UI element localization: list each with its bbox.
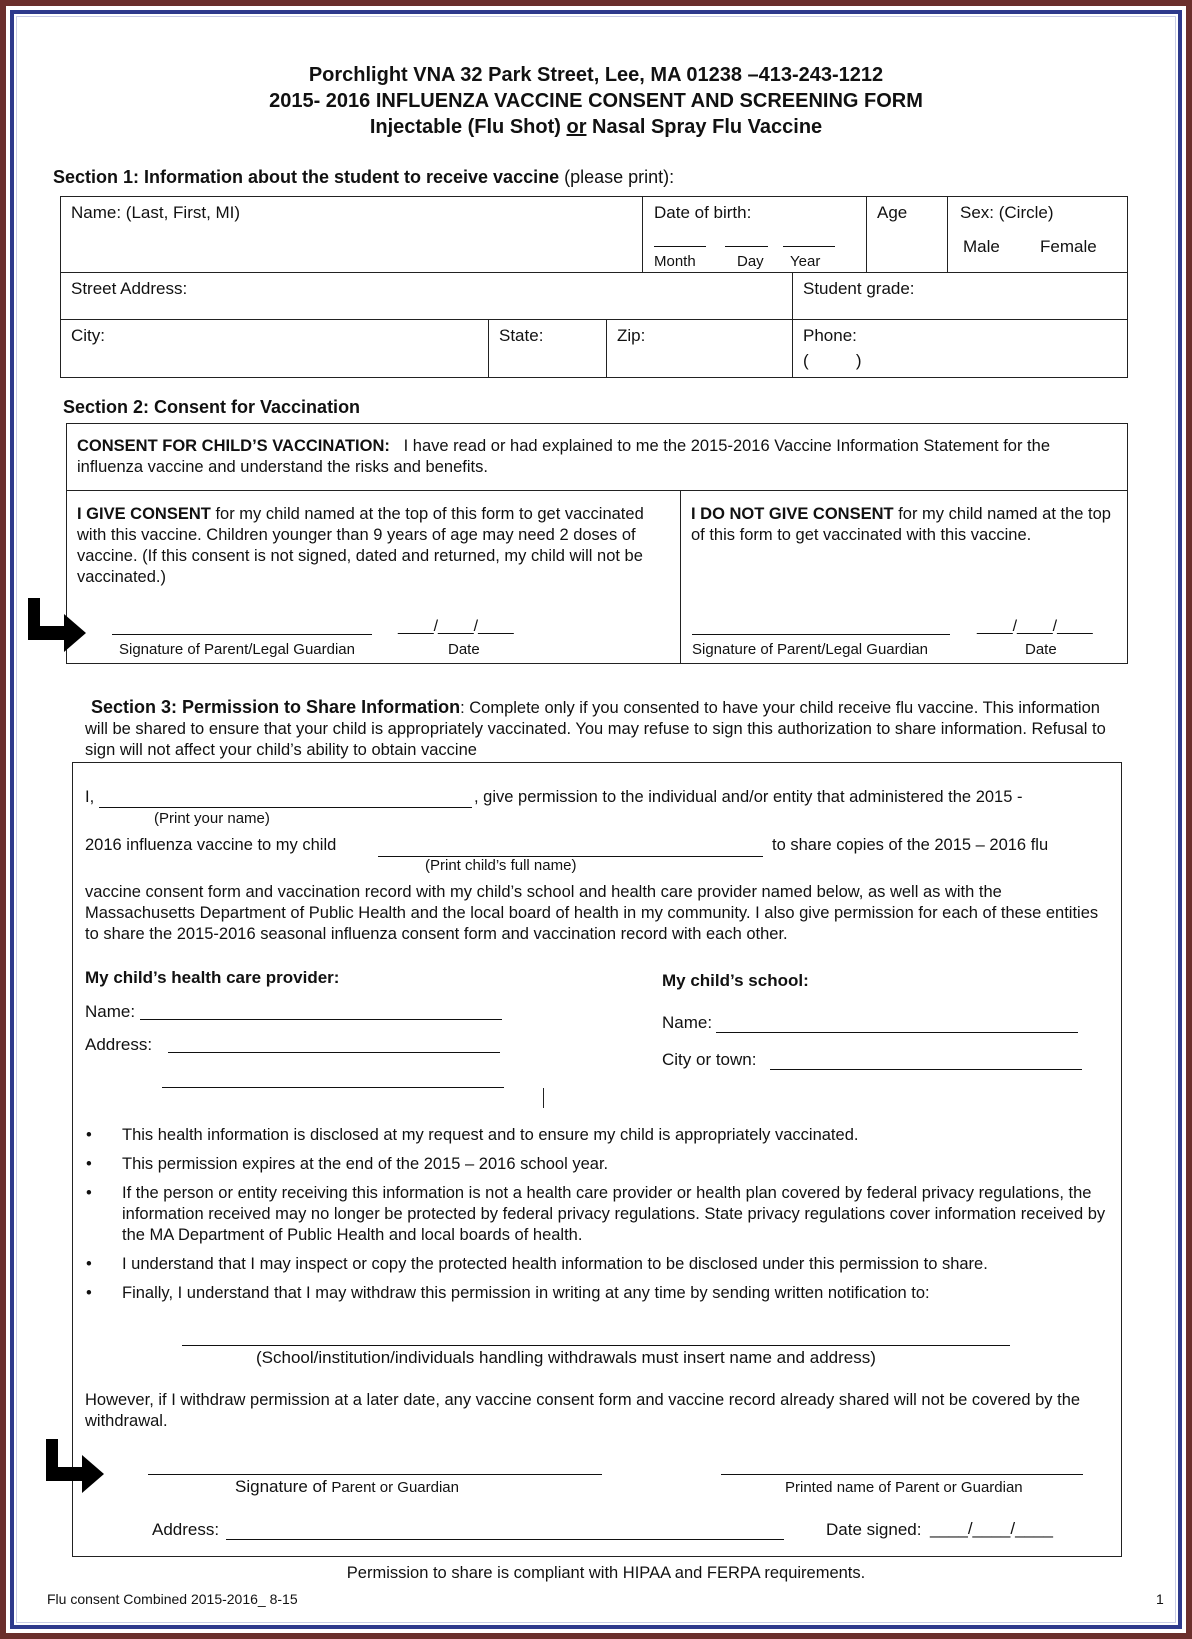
street-address-field[interactable]: Street Address: <box>71 279 188 298</box>
zip-field[interactable]: Zip: <box>617 326 646 345</box>
i-prefix: I, <box>85 788 95 806</box>
provider-name-label: Name: <box>85 1002 136 1021</box>
guardian-address-field[interactable] <box>226 1539 784 1540</box>
give-consent-date-label: Date <box>448 641 480 658</box>
school-heading: My child’s school: <box>662 971 809 990</box>
org-header: Porchlight VNA 32 Park Street, Lee, MA 01238 –413-243-1212 <box>308 64 884 86</box>
guardian-signature-label: Signature of Parent or Guardian <box>235 1477 459 1496</box>
sex-male-option[interactable]: Male <box>963 237 1000 256</box>
guardian-printed-name-field[interactable] <box>721 1474 1083 1475</box>
phone-area-code: ( ) <box>803 351 862 370</box>
withdrawal-note: (School/institution/individuals handling withdrawals must insert name and address) <box>256 1348 876 1367</box>
provider-address-field[interactable] <box>168 1052 500 1053</box>
state-field[interactable]: State: <box>499 326 544 345</box>
sign-here-arrow-icon <box>44 1437 106 1497</box>
compliance-note: Permission to share is compliant with HIPAA and FERPA requirements. <box>346 1564 866 1582</box>
dob-day-field[interactable] <box>725 246 768 247</box>
section3-intro: Section 3: Permission to Share Information: Complete only if you consented to have your child receive flu vaccine. This information will be shared to ensure that your child is appropriately vaccinated. You may refuse to sign this authorization to share information. Refusal to sign will not affect your child’s ability to obtain vaccine <box>85 697 1106 759</box>
dob-month-field[interactable] <box>654 246 706 247</box>
form-subtitle: Injectable (Flu Shot) or Nasal Spray Flu Vaccine <box>369 116 823 138</box>
city-field[interactable]: City: <box>71 326 105 345</box>
print-your-name-field[interactable] <box>99 807 472 808</box>
give-consent-text: I GIVE CONSENT for my child named at the top of this form to get vaccinated with this vaccine. Children younger than 9 years of age may need 2 doses of vaccine. (If this consent is not signed, dated and returned, my child will not be vaccinated.) <box>77 505 644 586</box>
form-title: 2015- 2016 INFLUENZA VACCINE CONSENT AND SCREENING FORM <box>269 90 923 112</box>
provider-name-field[interactable] <box>140 1019 502 1020</box>
provider-heading: My child’s health care provider: <box>85 968 340 987</box>
school-city-field[interactable] <box>770 1069 1082 1070</box>
sex-female-option[interactable]: Female <box>1040 237 1097 256</box>
no-consent-text: I DO NOT GIVE CONSENT for my child named at the top of this form to get vaccinated with this vaccine. <box>691 505 1111 544</box>
date-signed-field[interactable]: ____/____/____ <box>930 1519 1053 1538</box>
age-field[interactable]: Age <box>877 203 908 222</box>
permission-line1: , give permission to the individual and/or entity that administered the 2015 - <box>474 788 1023 806</box>
cursor-mark <box>543 1088 544 1108</box>
guardian-address-label: Address: <box>152 1520 220 1539</box>
withdrawal-disclaimer: However, if I withdraw permission at a later date, any vaccine consent form and vaccine record already shared will not be covered by the withdrawal. <box>85 1391 1081 1430</box>
give-consent-date-field[interactable]: ____/____/____ <box>398 618 514 635</box>
give-consent-signature-label: Signature of Parent/Legal Guardian <box>119 641 355 658</box>
date-signed-label: Date signed: <box>826 1520 922 1539</box>
section1-title: Section 1: Information about the student to receive vaccine (please print): <box>53 167 675 187</box>
page-number: 1 <box>1156 1591 1164 1607</box>
student-grade-field[interactable]: Student grade: <box>803 279 915 298</box>
give-consent-signature-field[interactable] <box>112 634 372 635</box>
guardian-signature-field[interactable] <box>148 1474 602 1475</box>
no-consent-date-label: Date <box>1025 641 1057 658</box>
school-city-label: City or town: <box>662 1050 757 1069</box>
no-consent-signature-label: Signature of Parent/Legal Guardian <box>692 641 928 658</box>
dob-month-label: Month <box>654 253 696 270</box>
dob-label: Date of birth: <box>654 203 752 222</box>
provider-address-label: Address: <box>85 1035 153 1054</box>
print-your-name-label: (Print your name) <box>154 810 270 827</box>
student-info-table <box>60 196 1128 378</box>
withdrawal-contact-field[interactable] <box>182 1345 1010 1346</box>
no-consent-signature-field[interactable] <box>692 634 950 635</box>
school-name-label: Name: <box>662 1013 713 1032</box>
provider-address-line2-field[interactable] <box>162 1087 504 1088</box>
section3-title: Section 3: Permission to Share Information <box>91 697 461 717</box>
school-name-field[interactable] <box>716 1032 1078 1033</box>
dob-year-label: Year <box>790 253 821 270</box>
footer-doc-id: Flu consent Combined 2015-2016_ 8-15 <box>47 1591 298 1607</box>
sign-here-arrow-icon <box>26 596 88 656</box>
sex-label: Sex: (Circle) <box>960 203 1054 222</box>
phone-field[interactable]: Phone: <box>803 326 857 345</box>
dob-day-label: Day <box>737 253 764 270</box>
name-field[interactable]: Name: (Last, First, MI) <box>71 203 241 222</box>
permission-paragraph: vaccine consent form and vaccination record with my child’s school and health care provider named below, as well as with the Massachusetts Department of Public Health and the local board of health in my community. I also give permission for each of these entities to share the 2015-2016 seasonal influenza consent form and vaccination record with each other. <box>85 883 1099 943</box>
guardian-printed-name-label: Printed name of Parent or Guardian <box>785 1479 1023 1496</box>
print-child-name-label: (Print child’s full name) <box>425 857 577 874</box>
dob-year-field[interactable] <box>783 246 835 247</box>
consent-statement: CONSENT FOR CHILD’S VACCINATION: I have read or had explained to me the 2015-2016 Vaccine Information Statement for the influenza vaccine and understand the risks and benefits. <box>77 437 1055 476</box>
no-consent-date-field[interactable]: ____/____/____ <box>977 618 1093 635</box>
section2-title: Section 2: Consent for Vaccination <box>63 397 361 417</box>
permission-line2-prefix: 2016 influenza vaccine to my child <box>85 836 337 854</box>
permission-line2-suffix: to share copies of the 2015 – 2016 flu <box>772 836 1049 854</box>
